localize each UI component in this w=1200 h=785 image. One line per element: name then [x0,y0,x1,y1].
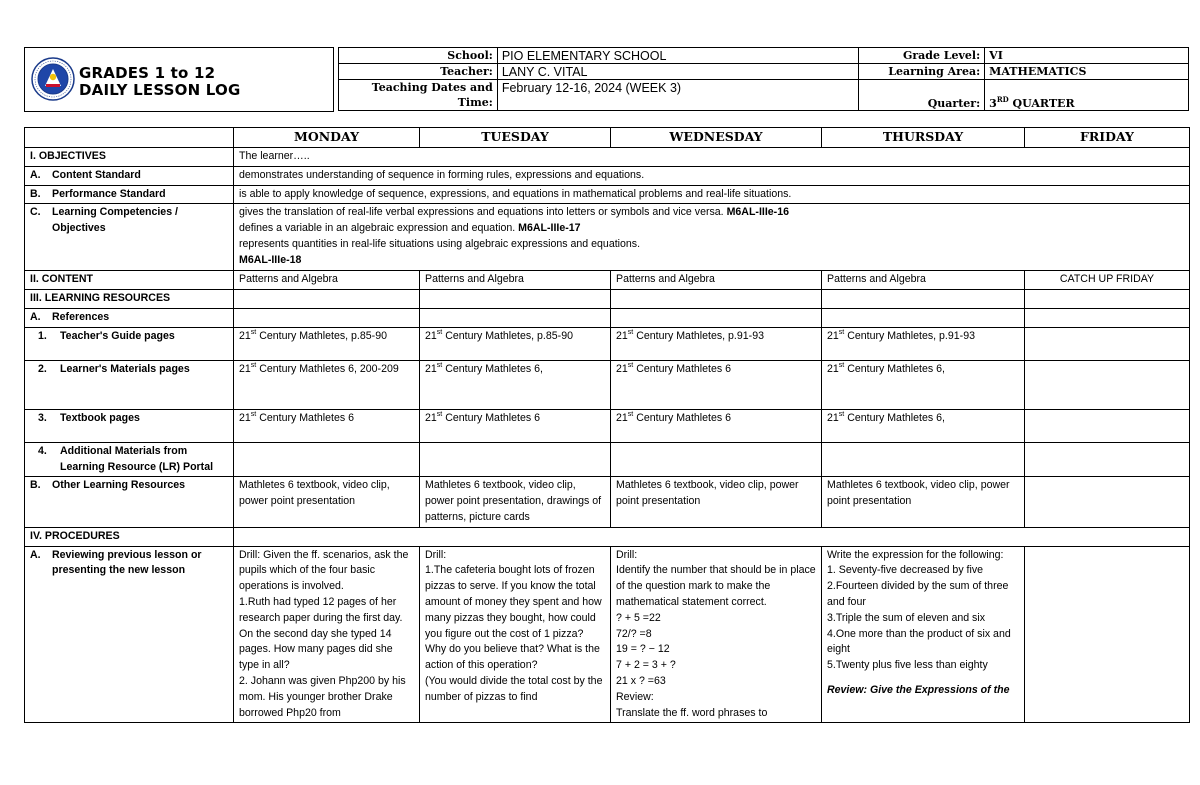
title-block [24,47,334,112]
school-label: School: [339,48,498,64]
day-thursday: THURSDAY [822,128,1025,148]
content-standard-label: A. Content Standard [25,166,234,185]
lm-mon: 21st Century Mathletes 6, 200-209 [234,360,420,409]
other-mon: Mathletes 6 textbook, video clip, power point presentation [234,477,420,527]
procedures-row [25,527,1190,546]
other-resources-row [25,477,1190,527]
quarter-label: Quarter: [859,80,985,111]
day-wednesday: WEDNESDAY [611,128,822,148]
review-row [25,546,1190,723]
title-daily-lesson-log: DAILY LESSON LOG [79,81,241,99]
review-label: A. Reviewing previous lesson or presenting the new lesson [25,546,234,723]
lm-wed: 21st Century Mathletes 6 [611,360,822,409]
content-wed: Patterns and Algebra [611,271,822,290]
tg-tue: 21st Century Mathletes, p.85-90 [420,327,611,360]
content-tue: Patterns and Algebra [420,271,611,290]
content-thu: Patterns and Algebra [822,271,1025,290]
tg-thu: 21st Century Mathletes, p.91-93 [822,327,1025,360]
other-resources-label: B. Other Learning Resources [25,477,234,527]
day-tuesday: TUESDAY [420,128,611,148]
tg-mon: 21st Century Mathletes, p.85-90 [234,327,420,360]
day-friday: FRIDAY [1025,128,1190,148]
additional-materials-label: 4. Additional Materials from Learning Resource (LR) Portal [25,442,234,477]
textbook-label: 3. Textbook pages [25,409,234,442]
grade-level-value: VI [985,48,1189,64]
tg-wed: 21st Century Mathletes, p.91-93 [611,327,822,360]
day-monday: MONDAY [234,128,420,148]
quarter-value: 3RD QUARTER [985,80,1189,111]
learning-area-label: Learning Area: [859,64,985,80]
review-wed: Drill: Identify the number that should be in place of the question mark to make the mathematical statement correct. ? + 5 =22 72/? =8 19 = ? − 12 7 + 2 = 3 + ? 21 x ? =63 Review: Translate the ff. word phrases to [611,546,822,723]
content-mon: Patterns and Algebra [234,271,420,290]
other-thu: Mathletes 6 textbook, video clip, power point presentation [822,477,1025,527]
performance-standard-value: is able to apply knowledge of sequence, expressions, and equations in mathematical problems and real-life situations. [234,185,1190,204]
textbook-row [25,409,1190,442]
additional-materials-row [25,442,1190,477]
lm-thu: 21st Century Mathletes 6, [822,360,1025,409]
school-value: PIO ELEMENTARY SCHOOL [497,48,858,64]
competencies-label: C. Learning Competencies / Objectives [25,204,234,271]
teacher-value: LANY C. VITAL [497,64,858,80]
day-header-row [25,128,1190,148]
tb-mon: 21st Century Mathletes 6 [234,409,420,442]
content-label: II. CONTENT [25,271,234,290]
other-tue: Mathletes 6 textbook, video clip, power point presentation, drawings of patterns, picture cards [420,477,611,527]
teachers-guide-label: 1. Teacher's Guide pages [25,327,234,360]
lm-tue: 21st Century Mathletes 6, [420,360,611,409]
review-tue: Drill: 1.The cafeteria bought lots of frozen pizzas to serve. If you know the total amount of money they spent and how many pizzas they bought, how could you figure out the cost of 1 pizza? Why do you believe that? What is the action of this operation? (You would divide the total cost by the number of pizzas to find [420,546,611,723]
tb-thu: 21st Century Mathletes 6, [822,409,1025,442]
content-standard-row [25,166,1190,185]
deped-seal-icon [31,57,75,101]
content-fri: CATCH UP FRIDAY [1025,271,1190,290]
other-wed: Mathletes 6 textbook, video clip, power point presentation [611,477,822,527]
tb-wed: 21st Century Mathletes 6 [611,409,822,442]
objectives-label: I. OBJECTIVES [25,148,234,167]
review-thu: Write the expression for the following: 1. Seventy-five decreased by five 2.Fourteen divided by the sum of three and four 3.Triple the sum of eleven and six 4.One more than the product of six and eight 5.Twenty plus five less than eighty Review: Give the Expressions of the [822,546,1025,723]
learners-materials-label: 2. Learner's Materials pages [25,360,234,409]
grade-level-label: Grade Level: [859,48,985,64]
learners-materials-row [25,360,1190,409]
learning-resources-row [25,290,1190,309]
learning-area-value: MATHEMATICS [985,64,1189,80]
lesson-log-table [24,127,1190,723]
teaching-dates-value: February 12-16, 2024 (WEEK 3) [497,80,858,111]
procedures-label: IV. PROCEDURES [25,527,234,546]
review-mon: Drill: Given the ff. scenarios, ask the pupils which of the four basic operations is involved. 1.Ruth had typed 12 pages of her research paper during the first day. On the second day she typed 14 pages. How many pages did she type in all? 2. Johann was given Php200 by his mom. His younger brother Drake borrowed Php20 from [234,546,420,723]
performance-standard-row [25,185,1190,204]
corner-cell [25,128,234,148]
objectives-row [25,148,1190,167]
references-row [25,308,1190,327]
competencies-row [25,204,1190,271]
teacher-label: Teacher: [339,64,498,80]
competencies-value: gives the translation of real-life verbal expressions and equations into letters or symbols and vice versa. M6AL-IIIe-16 defines a variable in an algebraic expression and equation. M6AL-IIIe-17 represents quantities in real-life situations using algebraic expressions and equations. M6AL-IIIe-18 [234,204,1190,271]
references-label: A. References [25,308,234,327]
performance-standard-label: B. Performance Standard [25,185,234,204]
learning-resources-label: III. LEARNING RESOURCES [25,290,234,309]
objectives-value: The learner….. [234,148,1190,167]
teachers-guide-row [25,327,1190,360]
header-info-table [338,47,1189,111]
teaching-dates-label: Teaching Dates and Time: [339,80,498,111]
content-standard-value: demonstrates understanding of sequence in forming rules, expressions and equations. [234,166,1190,185]
title-grades: GRADES 1 to 12 [79,64,216,82]
tb-tue: 21st Century Mathletes 6 [420,409,611,442]
content-row [25,271,1190,290]
